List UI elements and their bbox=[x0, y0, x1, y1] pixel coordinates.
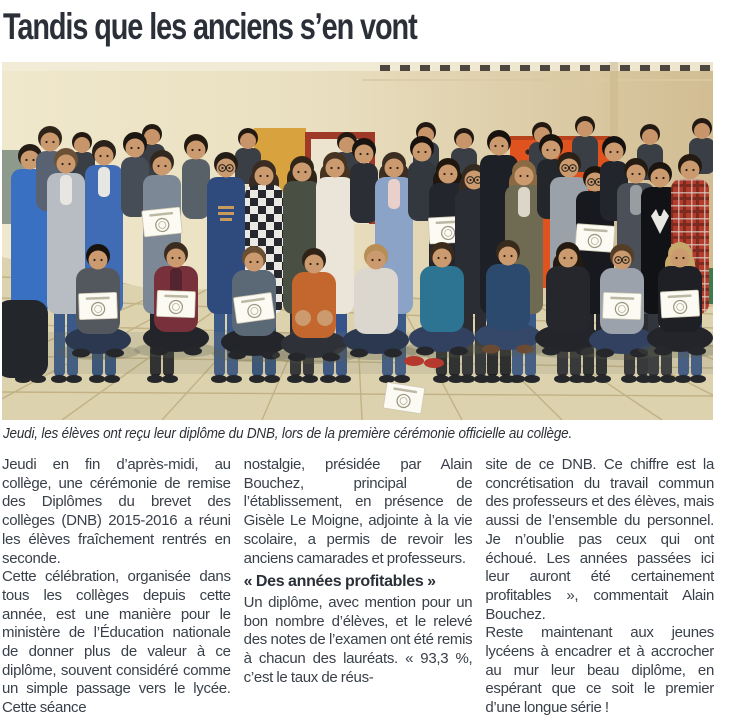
certificate bbox=[383, 382, 425, 414]
vent-dash bbox=[560, 65, 570, 71]
vent-dash bbox=[420, 65, 430, 71]
certificate bbox=[575, 224, 615, 253]
vent-dash bbox=[580, 65, 590, 71]
certificate bbox=[142, 207, 183, 237]
vent-dash bbox=[600, 65, 610, 71]
article-paragraph: Un diplôme, avec mention pour un bon nombre d’élèves, et le relevé des notes de l’examen ont été remis à chacun des lauréats. « 93,3 %, c’est le taux de réus- bbox=[243, 593, 473, 686]
certificate bbox=[233, 292, 274, 323]
article-paragraph: Jeudi en fin d’après-midi, au collège, une cérémonie de remise des Diplômes du brevet des collèges (DNB) 2015-2016 a réuni les élèves fraîchement rentrés en seconde. bbox=[2, 456, 231, 567]
person bbox=[182, 134, 210, 219]
certificate bbox=[660, 290, 699, 318]
article-column bbox=[2, 456, 231, 718]
certificate bbox=[79, 292, 118, 319]
article-column bbox=[485, 456, 714, 718]
vent-dash bbox=[500, 65, 510, 71]
certificate bbox=[603, 292, 642, 319]
vent-dash bbox=[540, 65, 550, 71]
vent-dash bbox=[400, 65, 410, 71]
group-photo-illustration bbox=[2, 62, 713, 420]
photo-caption: Jeudi, les élèves ont reçu leur diplôme du DNB, lors de la première cérémonie officielle au collège. bbox=[3, 426, 573, 442]
vent-dash bbox=[380, 65, 390, 71]
vent-dash bbox=[480, 65, 490, 71]
article-paragraph: Cette célébration, organisée dans tous les collèges depuis cette année, est une manière pour le ministère de l’Éducation nationale de donner plus de valeur à ce diplôme, souvent considéré comme un simple passage vers le lycée. Cette séance bbox=[2, 568, 231, 717]
red-shoe bbox=[404, 356, 424, 366]
article-subheading: « Des années profitables » bbox=[243, 573, 436, 591]
article-photo bbox=[2, 62, 713, 420]
vent-dash bbox=[460, 65, 470, 71]
article-paragraph: Reste maintenant aux jeunes lycéens à encadrer et à accrocher au mur leur beau diplôme, en espérant que ce soit le premier d’une longue série ! bbox=[485, 624, 715, 717]
vent-dash bbox=[660, 65, 670, 71]
article-paragraph: nostalgie, présidée par Alain Bouchez, principal de l’établissement, en présence de Gisèle Le Moigne, adjointe à la vie scolaire, a permis de revoir les anciens camarades et professeurs. bbox=[243, 456, 473, 567]
vent-dash bbox=[440, 65, 450, 71]
certificate bbox=[157, 290, 196, 317]
red-shoe bbox=[424, 358, 444, 368]
article-body bbox=[2, 456, 714, 718]
article-title: Tandis que les anciens s’en vont bbox=[3, 6, 417, 47]
person bbox=[350, 138, 378, 223]
article-column bbox=[244, 456, 473, 718]
vent-dash bbox=[620, 65, 630, 71]
vent-dash bbox=[680, 65, 690, 71]
article-paragraph: site de ce DNB. Ce chiffre est la concrétisation du travail commun des professeurs et des élèves, mais aussi de l’ensemble du personnel. Je n’oublie pas ceux qui ont échoué. Les années passées ici leur auront été certainement profitables », commentait Alain Bouchez. bbox=[485, 456, 715, 623]
backpack bbox=[2, 300, 48, 378]
vent-dash bbox=[640, 65, 650, 71]
vent-dash bbox=[700, 65, 710, 71]
vent-dash bbox=[520, 65, 530, 71]
